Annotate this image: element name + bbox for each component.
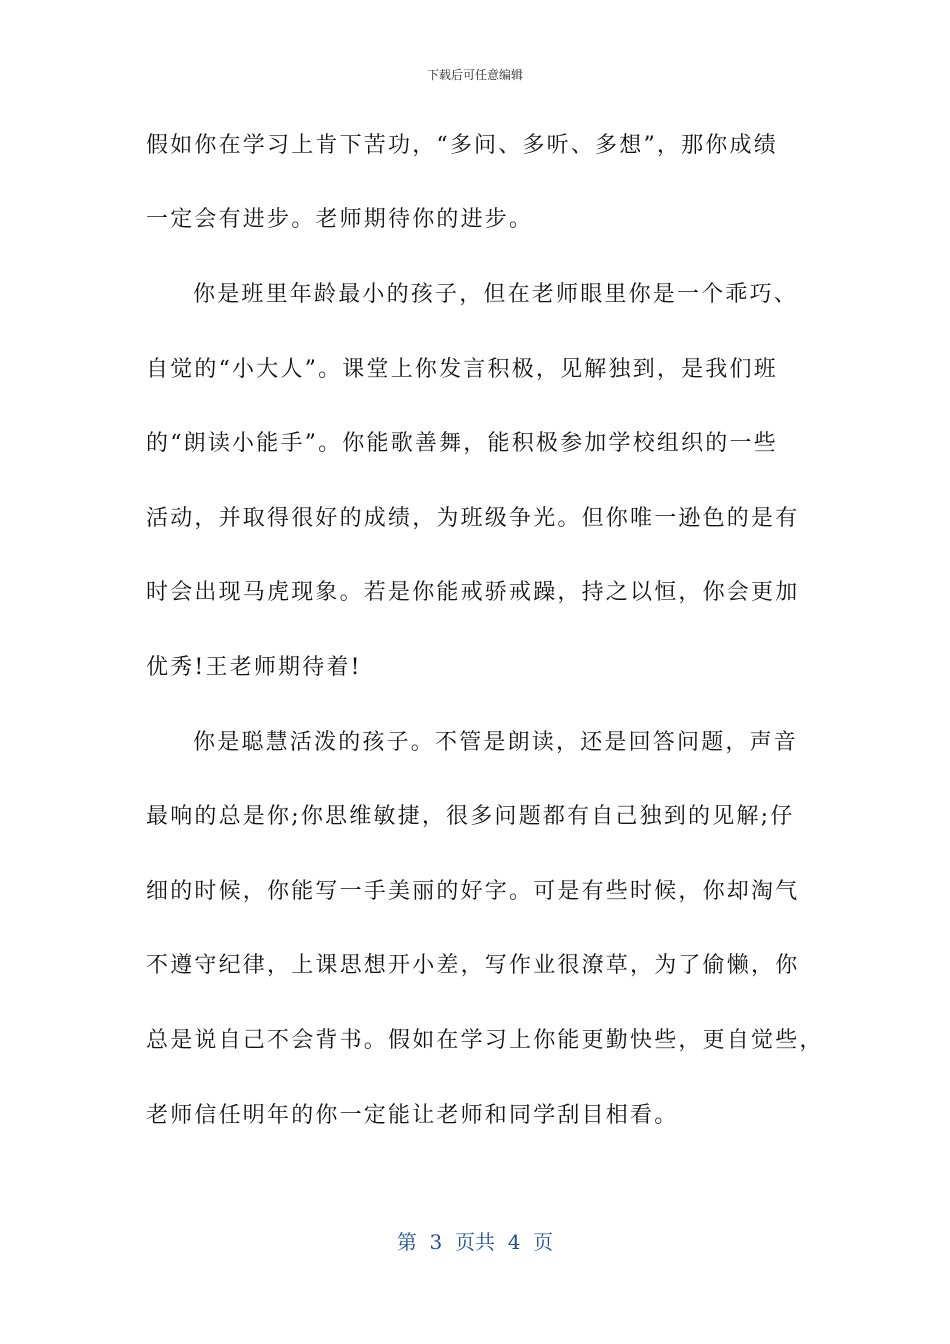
body-line: 不遵守纪律，上课思想开小差，写作业很潦草，为了偷懒，你 xyxy=(146,953,800,978)
body-line: 一定会有进步。老师期待你的进步。 xyxy=(146,207,534,232)
body-line: 自觉的“小大人”。课堂上你发言积极，见解独到，是我们班 xyxy=(146,357,778,382)
body-line: 总是说自己不会背书。假如在学习上你能更勤快些，更自觉些， xyxy=(146,1028,824,1053)
page-indicator: 第 3 页共 4 页 xyxy=(396,1230,554,1254)
header-note: 下载后可任意编辑 xyxy=(426,68,523,82)
body-line: 老师信任明年的你一定能让老师和同学刮目相看。 xyxy=(146,1103,679,1128)
body-line: 最响的总是你;你思维敏捷，很多问题都有自己独到的见解;仔 xyxy=(146,804,795,829)
paragraph-start-line: 你是班里年龄最小的孩子，但在老师眼里你是一个乖巧、 xyxy=(193,282,799,307)
body-line: 优秀!王老师期待着! xyxy=(146,655,362,680)
body-line: 时会出现马虎现象。若是你能戒骄戒躁，持之以恒，你会更加 xyxy=(146,580,800,605)
body-line: 的“朗读小能手”。你能歌善舞，能积极参加学校组织的一些 xyxy=(146,431,778,456)
body-line: 细的时候，你能写一手美丽的好字。可是有些时候，你却淘气 xyxy=(146,879,800,904)
body-line: 假如你在学习上肯下苦功，“多问、多听、多想”，那你成绩 xyxy=(146,133,778,158)
body-line: 活动，并取得很好的成绩，为班级争光。但你唯一逊色的是有 xyxy=(146,506,800,531)
paragraph-start-line: 你是聪慧活泼的孩子。不管是朗读，还是回答问题，声音 xyxy=(193,730,799,755)
